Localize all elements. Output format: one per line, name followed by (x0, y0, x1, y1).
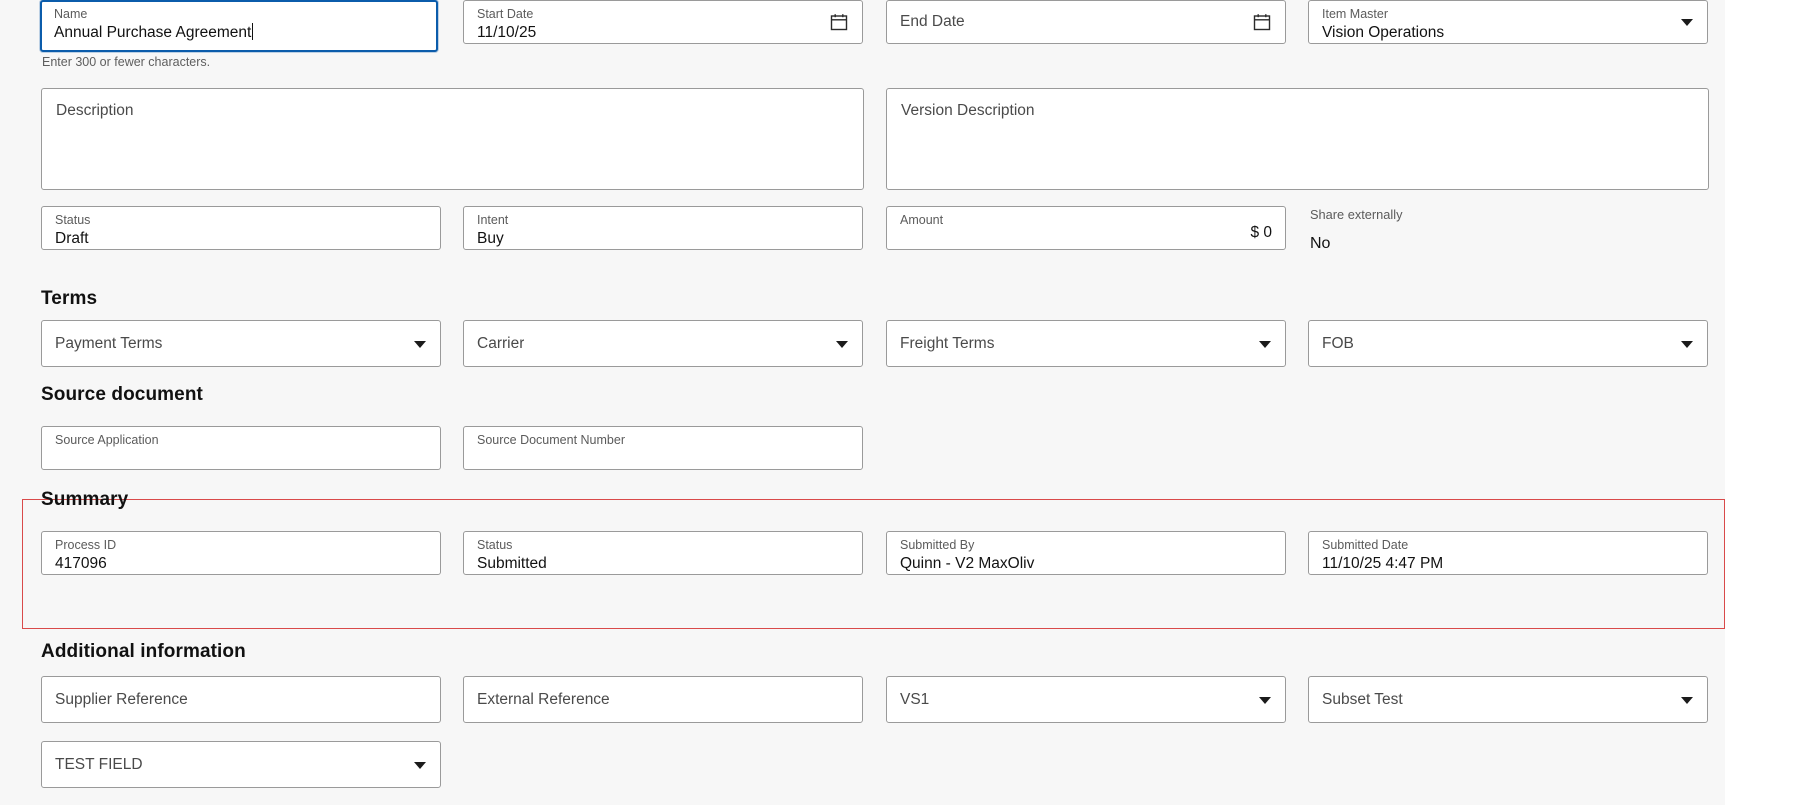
chevron-down-icon[interactable] (414, 341, 426, 348)
terms-section-title: Terms (41, 288, 98, 309)
summary-section-title: Summary (41, 489, 129, 510)
external-reference-label: External Reference (477, 690, 610, 708)
start-date-label: Start Date (477, 7, 534, 21)
subset-test-select[interactable] (1308, 676, 1708, 723)
amount-label: Amount (900, 213, 944, 227)
calendar-icon[interactable] (830, 13, 848, 31)
description-label: Description (56, 102, 134, 119)
text-caret (252, 23, 253, 40)
name-value: Annual Purchase Agreement (54, 24, 252, 41)
external-reference-input[interactable] (463, 676, 863, 723)
name-label: Name (54, 7, 88, 21)
amount-value: $ 0 (1250, 224, 1272, 241)
intent-field (463, 206, 863, 250)
submitted-date-field (1308, 531, 1708, 575)
chevron-down-icon[interactable] (1259, 697, 1271, 704)
source-application-field (41, 426, 441, 470)
chevron-down-icon[interactable] (1681, 19, 1693, 26)
description-textarea[interactable] (41, 88, 864, 190)
right-gutter (1725, 0, 1816, 805)
intent-label: Intent (477, 213, 509, 227)
freight-terms-select[interactable] (886, 320, 1286, 367)
vs1-select[interactable] (886, 676, 1286, 723)
fob-label: FOB (1322, 334, 1354, 352)
submitted-date-label: Submitted Date (1322, 538, 1409, 552)
supplier-reference-input[interactable] (41, 676, 441, 723)
submitted-by-label: Submitted By (900, 538, 975, 552)
source-document-number-field (463, 426, 863, 470)
chevron-down-icon[interactable] (1259, 341, 1271, 348)
start-date-value: 11/10/25 (477, 24, 537, 41)
carrier-label: Carrier (477, 334, 525, 352)
process-id-value: 417096 (55, 555, 107, 572)
supplier-reference-label: Supplier Reference (55, 690, 188, 708)
version-description-label: Version Description (901, 102, 1035, 119)
source-document-section-title: Source document (41, 384, 203, 405)
payment-terms-label: Payment Terms (55, 334, 163, 352)
intent-value: Buy (477, 230, 504, 247)
end-date-label: End Date (900, 13, 965, 30)
submitted-by-value: Quinn - V2 MaxOliv (900, 555, 1035, 572)
submitted-date-value: 11/10/25 4:47 PM (1322, 555, 1444, 572)
amount-field (886, 206, 1286, 250)
process-id-label: Process ID (55, 538, 117, 552)
test-field-label: TEST FIELD (55, 755, 143, 773)
name-helper-text: Enter 300 or fewer characters. (42, 55, 211, 69)
chevron-down-icon[interactable] (1681, 697, 1693, 704)
chevron-down-icon[interactable] (836, 341, 848, 348)
source-document-number-label: Source Document Number (477, 433, 625, 447)
share-externally-value: No (1310, 235, 1331, 252)
subset-test-label: Subset Test (1322, 690, 1403, 708)
chevron-down-icon[interactable] (414, 762, 426, 769)
source-application-label: Source Application (55, 433, 159, 447)
calendar-icon[interactable] (1253, 13, 1271, 31)
submitted-by-field (886, 531, 1286, 575)
share-externally-label: Share externally (1310, 207, 1403, 222)
summary-status-value: Submitted (477, 555, 547, 572)
carrier-select[interactable] (463, 320, 863, 367)
start-date-input[interactable] (463, 0, 863, 44)
status-field (41, 206, 441, 250)
additional-information-section-title: Additional information (41, 641, 246, 662)
chevron-down-icon[interactable] (1681, 341, 1693, 348)
test-field-select[interactable] (41, 741, 441, 788)
status-value: Draft (55, 230, 89, 247)
item-master-select[interactable] (1308, 0, 1708, 44)
item-master-label: Item Master (1322, 7, 1388, 21)
summary-status-field (463, 531, 863, 575)
status-label: Status (55, 213, 91, 227)
name-input[interactable] (40, 0, 438, 52)
vs1-label: VS1 (900, 690, 930, 708)
version-description-textarea[interactable] (886, 88, 1709, 190)
fob-select[interactable] (1308, 320, 1708, 367)
freight-terms-label: Freight Terms (900, 334, 995, 352)
payment-terms-select[interactable] (41, 320, 441, 367)
item-master-value: Vision Operations (1322, 24, 1445, 41)
summary-status-label: Status (477, 538, 513, 552)
end-date-input[interactable] (886, 0, 1286, 44)
process-id-field (41, 531, 441, 575)
